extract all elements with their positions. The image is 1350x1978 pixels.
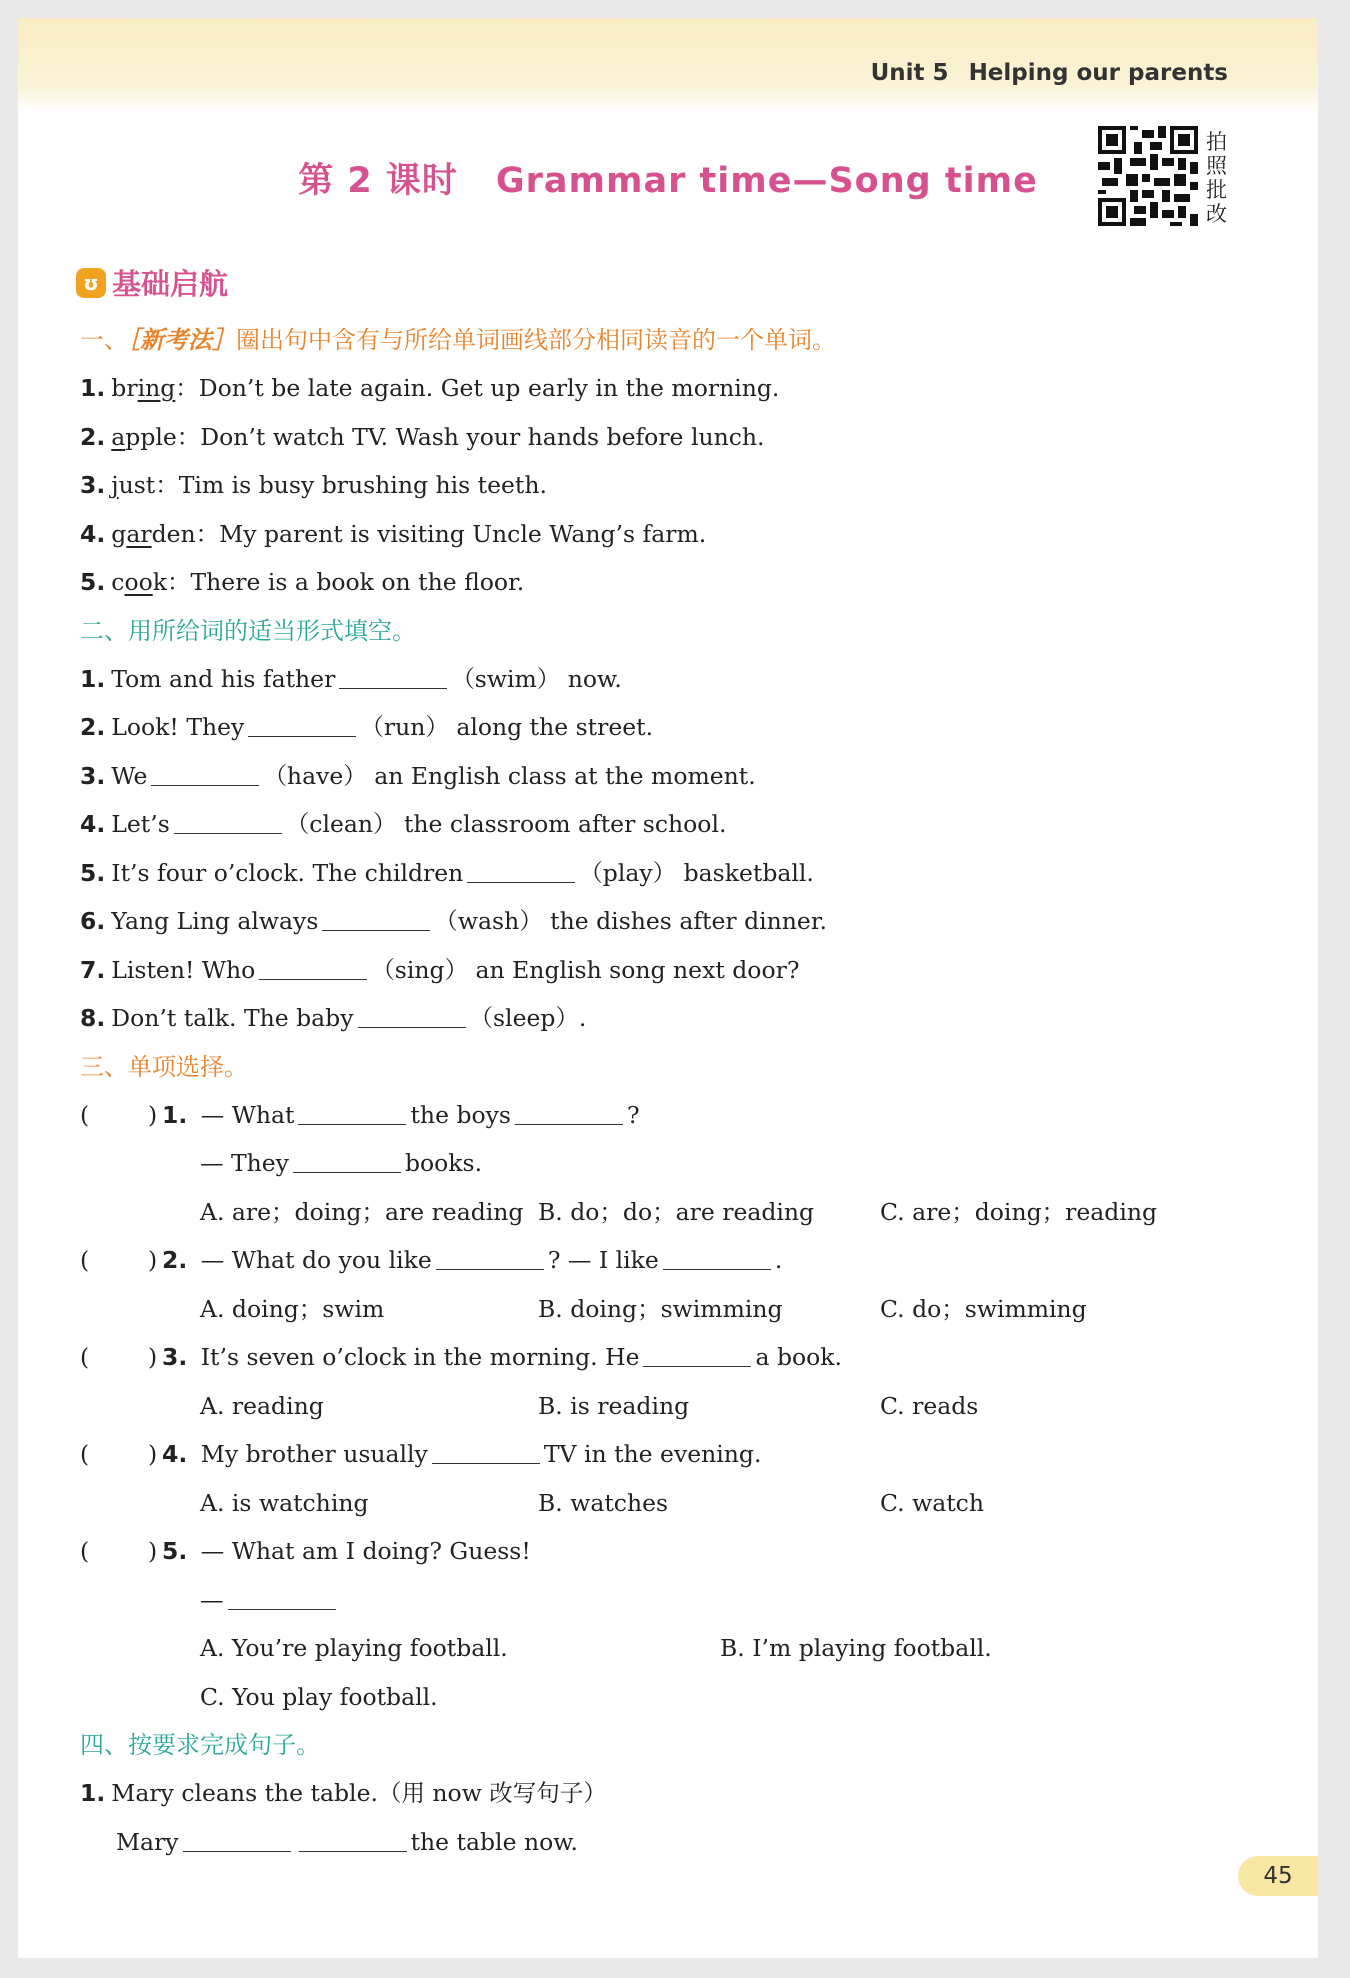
qr-label: 拍照批改 [1206, 130, 1227, 226]
qr-code-icon[interactable] [1098, 126, 1198, 226]
part1-label: 一、 [80, 326, 128, 354]
part1-item[interactable]: 1. bring：Don’t be late again. Get up early in the morning. [80, 374, 780, 402]
part4-answer-line: Mary the table now. [116, 1827, 579, 1856]
answer-paren[interactable]: ( [80, 1343, 90, 1371]
workbook-page [18, 18, 1318, 1958]
option-b[interactable]: B. watches [538, 1488, 669, 1517]
option-b[interactable]: B. do；do；are reading [538, 1197, 815, 1226]
mc-question-5: ( ) 5. — What am I doing? Guess! [80, 1527, 1280, 1576]
mc-question-3: ( ) 3. It’s seven o’clock in the morning. He a book. [80, 1333, 1280, 1382]
section-title: 基础启航 [112, 267, 229, 301]
answer-paren[interactable]: ( [80, 1440, 90, 1468]
part2-item: 2. Look! They （run） along the street. [80, 713, 654, 741]
part1-item[interactable]: 3. just：Tim is busy brushing his teeth. [80, 471, 547, 499]
answer-blank[interactable] [248, 714, 356, 737]
part2-item: 6. Yang Ling always （wash） the dishes after dinner. [80, 907, 827, 935]
part2-item: 4. Let’s （clean） the classroom after school. [80, 810, 727, 838]
part1-text: 圈出句中含有与所给单词画线部分相同读音的一个单词。 [236, 326, 836, 354]
exercise-content [80, 316, 1280, 1866]
part2-item: 5. It’s four o’clock. The children （play） basketball. [80, 858, 814, 887]
option-a[interactable]: A. are；doing；are reading [200, 1197, 524, 1226]
part2-item: 8. Don’t talk. The baby （sleep）. [80, 1004, 587, 1032]
answer-blank[interactable] [259, 957, 367, 980]
mc-options-2 [80, 1285, 1280, 1334]
answer-paren[interactable]: ( [80, 1537, 90, 1565]
answer-blank[interactable] [228, 1587, 336, 1610]
option-b[interactable]: B. I’m playing football. [720, 1634, 992, 1662]
option-c[interactable]: C. are；doing；reading [880, 1197, 1158, 1226]
answer-blank[interactable] [174, 811, 282, 834]
running-head [871, 60, 1228, 86]
mc-options-5-c [80, 1673, 1280, 1722]
mc-options-1 [80, 1188, 1280, 1237]
part2-item: 3. We （have） an English class at the moment. [80, 761, 756, 790]
unit-label: Unit 5 [870, 60, 949, 86]
part4-instruction: 四、按要求完成句子。 [80, 1731, 320, 1759]
mc-question-5-reply: — [80, 1576, 1280, 1625]
option-b[interactable]: B. is reading [538, 1391, 690, 1420]
page-number: 45 [1238, 1856, 1318, 1896]
mc-options-5-ab [80, 1624, 1280, 1673]
option-a[interactable]: A. is watching [200, 1488, 369, 1517]
mc-options-4 [80, 1479, 1280, 1528]
part1-instruction [80, 316, 1280, 364]
answer-blank[interactable] [299, 1829, 407, 1852]
answer-blank[interactable] [298, 1102, 406, 1125]
mc-question-1: ( ) 1. — What the boys ? [80, 1091, 1280, 1140]
option-b[interactable]: B. doing；swimming [538, 1294, 783, 1323]
option-c[interactable]: C. You play football. [200, 1682, 438, 1711]
lesson-number: 第 2 课时 [298, 161, 458, 201]
mc-question-2: ( ) 2. — What do you like ? — I like . [80, 1236, 1280, 1285]
answer-blank[interactable] [293, 1150, 401, 1173]
answer-blank[interactable] [322, 908, 430, 931]
answer-blank[interactable] [663, 1247, 771, 1270]
option-a[interactable]: A. reading [200, 1391, 324, 1420]
option-c[interactable]: C. watch [880, 1488, 984, 1517]
answer-blank[interactable] [339, 666, 447, 689]
answer-paren[interactable]: ( [80, 1100, 90, 1129]
anchor-icon: ʊ [76, 268, 106, 298]
part1-item[interactable]: 5. cook：There is a book on the floor. [80, 568, 525, 596]
part1-item[interactable]: 2. apple：Don’t watch TV. Wash your hands before lunch. [80, 422, 765, 451]
lesson-name: Grammar time—Song time [495, 161, 1038, 201]
mc-question-1-reply: — They books. [200, 1149, 483, 1177]
answer-blank[interactable] [151, 763, 259, 786]
answer-paren[interactable]: ( [80, 1246, 90, 1274]
answer-blank[interactable] [467, 860, 575, 883]
part3-instruction: 三、单项选择。 [80, 1052, 248, 1081]
mc-options-3 [80, 1382, 1280, 1431]
unit-title: Helping our parents [968, 60, 1228, 86]
part4-item: 1. Mary cleans the table.（用 now 改写句子） [80, 1779, 607, 1807]
answer-blank[interactable] [358, 1005, 466, 1028]
answer-blank[interactable] [515, 1102, 623, 1125]
answer-blank[interactable] [183, 1829, 291, 1852]
mc-question-4: ( ) 4. My brother usually TV in the evening. [80, 1430, 1280, 1479]
part2-instruction: 二、用所给词的适当形式填空。 [80, 616, 416, 645]
answer-blank[interactable] [643, 1344, 751, 1367]
option-a[interactable]: A. You’re playing football. [200, 1634, 508, 1662]
section-badge [76, 262, 228, 303]
part2-item: 1. Tom and his father （swim） now. [80, 664, 622, 693]
new-method-tag: ［新考法］ [128, 325, 236, 354]
part1-item[interactable]: 4. garden：My parent is visiting Uncle Wang’s farm. [80, 519, 707, 548]
answer-blank[interactable] [436, 1247, 544, 1270]
part2-item: 7. Listen! Who （sing） an English song next door? [80, 955, 800, 984]
option-a[interactable]: A. doing；swim [200, 1294, 385, 1323]
answer-blank[interactable] [432, 1441, 540, 1464]
option-c[interactable]: C. reads [880, 1391, 979, 1420]
option-c[interactable]: C. do；swimming [880, 1294, 1087, 1323]
